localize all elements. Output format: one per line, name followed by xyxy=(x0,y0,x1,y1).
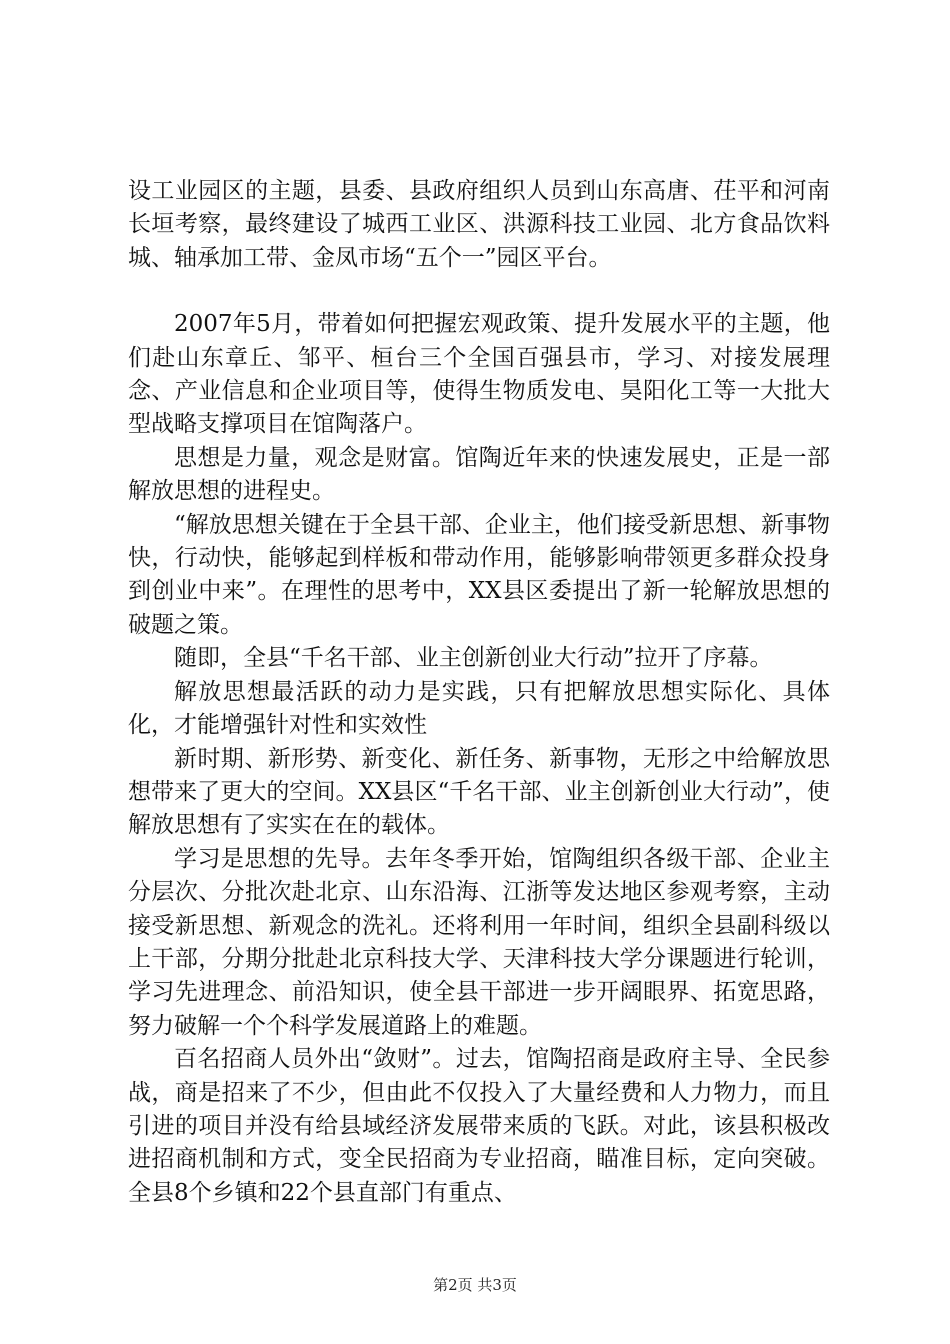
paragraph: 百名招商人员外出“敛财”。过去，馆陶招商是政府主导、全民参战，商是招来了不少，但由此不仅投入了大量经费和人力物力，而且引进的项目并没有给县域经济发展带来质的飞跃。对此，该县积极改进招商机制和方式，变全民招商为专业招商，瞄准目标，定向突破。全县8个乡镇和22个县直部门有重点、 xyxy=(128,1046,830,1206)
document-body xyxy=(128,175,830,1210)
page-number-label: 第2页 共3页 xyxy=(433,1276,517,1294)
paragraph: 学习是思想的先导。去年冬季开始，馆陶组织各级干部、企业主分层次、分批次赴北京、山东沿海、江浙等发达地区参观考察，主动接受新思想、新观念的洗礼。还将利用一年时间，组织全县副科级以上干部，分期分批赴北京科技大学、天津科技大学分课题进行轮训，学习先进理念、前沿知识，使全县干部进一步开阔眼界、拓宽思路，努力破解一个个科学发展道路上的难题。 xyxy=(128,845,830,1039)
paragraph: 随即，全县“千名干部、业主创新创业大行动”拉开了序幕。 xyxy=(174,645,773,672)
paragraph: 解放思想最活跃的动力是实践，只有把解放思想实际化、具体化，才能增强针对性和实效性 xyxy=(128,678,830,739)
paragraph: 2007年5月，带着如何把握宏观政策、提升发展水平的主题，他们赴山东章丘、邹平、桓台三个全国百强县市，学习、对接发展理念、产业信息和企业项目等，使得生物质发电、昊阳化工等一大批大型战略支撑项目在馆陶落户。 xyxy=(128,311,830,438)
paragraph-continued: 设工业园区的主题，县委、县政府组织人员到山东高唐、茌平和河南长垣考察，最终建设了城西工业区、洪源科技工业园、北方食品饮料城、轴承加工带、金凤市场“五个一”园区平台。 xyxy=(128,178,830,271)
paragraph: “解放思想关键在于全县干部、企业主，他们接受新思想、新事物快，行动快，能够起到样板和带动作用，能够影响带领更多群众投身到创业中来”。在理性的思考中，XX县区委提出了新一轮解放思想的破题之策。 xyxy=(128,511,830,638)
paragraph: 新时期、新形势、新变化、新任务、新事物，无形之中给解放思想带来了更大的空间。XX县区“千名干部、业主创新创业大行动”，使解放思想有了实实在在的载体。 xyxy=(128,745,830,839)
page-footer xyxy=(0,1274,950,1295)
paragraph: 思想是力量，观念是财富。馆陶近年来的快速发展史，正是一部解放思想的进程史。 xyxy=(128,444,830,505)
